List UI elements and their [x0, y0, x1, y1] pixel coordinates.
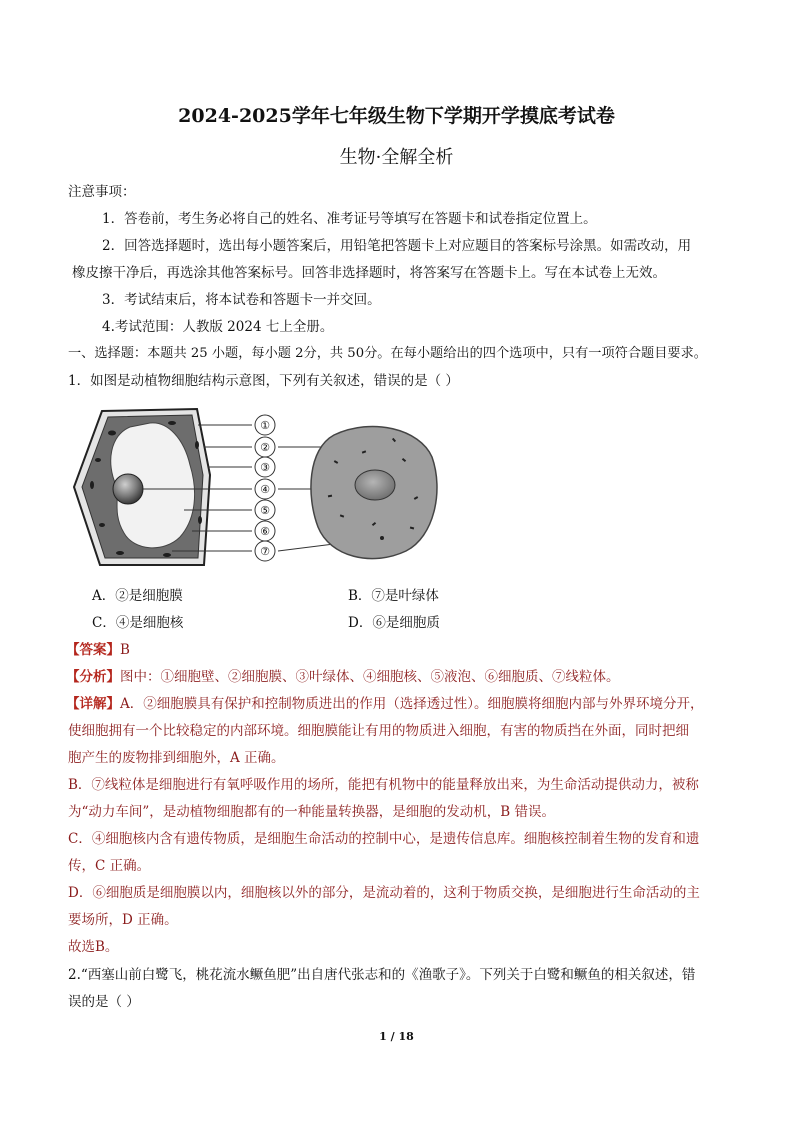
notice-item: 1．答卷前，考生务必将自己的姓名、准考证号等填写在答题卡和试卷指定位置上。 — [102, 211, 597, 227]
option-d: D．⑥是细胞质 — [348, 615, 440, 631]
detail-tag: 【详解】 — [66, 696, 120, 712]
detail-line — [66, 695, 704, 713]
label-4: ④ — [260, 483, 270, 496]
analysis-text: 图中：①细胞壁、②细胞膜、③叶绿体、④细胞核、⑤液泡、⑥细胞质、⑦线粒体。 — [120, 669, 620, 685]
page-subtitle: 生物·全解全析 — [339, 147, 454, 168]
detail-text: 为“动力车间”，是动植物细胞都有的一种能量转换器，是细胞的发动机，B 错误。 — [68, 804, 556, 820]
notice-item: 3．考试结束后，将本试卷和答题卡一并交回。 — [102, 292, 381, 308]
detail-text: B．⑦线粒体是细胞进行有氧呼吸作用的场所，能把有机物中的能量释放出来，为生命活动提供动力，被称 — [68, 777, 699, 793]
answer-tag: 【答案】 — [66, 642, 120, 658]
section-heading: 一、选择题：本题共 25 小题，每小题 2分，共 50分。在每小题给出的四个选项中，只有一项符合题目要求。 — [68, 346, 707, 361]
page-number: 1 / 18 — [379, 1030, 414, 1043]
analysis-line — [66, 668, 620, 686]
detail-text: 胞产生的废物排到细胞外，A 正确。 — [68, 750, 285, 766]
detail-text: C．④细胞核内含有遗传物质，是细胞生命活动的控制中心，是遗传信息库。细胞核控制着生物的发育和遗 — [68, 831, 700, 847]
answer-value: B — [120, 642, 130, 658]
conclusion: 故选B。 — [68, 939, 119, 955]
notice-item: 橡皮擦干净后，再选涂其他答案标号。回答非选择题时，将答案写在答题卡上。写在本试卷上无效。 — [72, 265, 666, 281]
question-stem: 1．如图是动植物细胞结构示意图，下列有关叙述，错误的是（ ） — [68, 373, 459, 389]
question-stem: 2.“西塞山前白鹭飞，桃花流水鳜鱼肥”出自唐代张志和的《渔歌子》。下列关于白鹭和鳜鱼的相关叙述，错 — [68, 967, 696, 983]
label-7: ⑦ — [260, 545, 270, 558]
detail-text: 要场所，D 正确。 — [68, 912, 178, 928]
cell-diagram — [72, 405, 442, 575]
option-b: B．⑦是叶绿体 — [348, 588, 439, 604]
animal-cell — [311, 426, 437, 558]
option-c: C．④是细胞核 — [92, 615, 184, 631]
option-a: A．②是细胞膜 — [92, 588, 183, 604]
notice-heading: 注意事项： — [68, 184, 136, 200]
detail-text: A．②细胞膜具有保护和控制物质进出的作用（选择透过性）。细胞膜将细胞内部与外界环境分开， — [120, 696, 704, 712]
detail-text: 使细胞拥有一个比较稳定的内部环境。细胞膜能让有用的物质进入细胞，有害的物质挡在外面，同时把细 — [68, 723, 689, 739]
label-1: ① — [260, 419, 270, 432]
answer-line — [66, 641, 130, 659]
label-3: ③ — [260, 461, 270, 474]
label-5: ⑤ — [260, 504, 270, 517]
question-stem: 误的是（ ） — [68, 994, 140, 1010]
detail-text: 传，C 正确。 — [68, 858, 151, 874]
plant-cell — [74, 409, 210, 565]
notice-item: 2．回答选择题时，选出每小题答案后，用铅笔把答题卡上对应题目的答案标号涂黑。如需改动，用 — [102, 238, 692, 254]
label-6: ⑥ — [260, 525, 270, 538]
notice-item: 4.考试范围：人教版 2024 七上全册。 — [102, 319, 334, 335]
analysis-tag: 【分析】 — [66, 669, 120, 685]
page-title: 2024-2025学年七年级生物下学期开学摸底考试卷 — [178, 105, 615, 127]
detail-text: D．⑥细胞质是细胞膜以内，细胞核以外的部分，是流动着的，这利于物质交换，是细胞进行生命活动的主 — [68, 885, 700, 901]
label-2: ② — [260, 441, 270, 454]
